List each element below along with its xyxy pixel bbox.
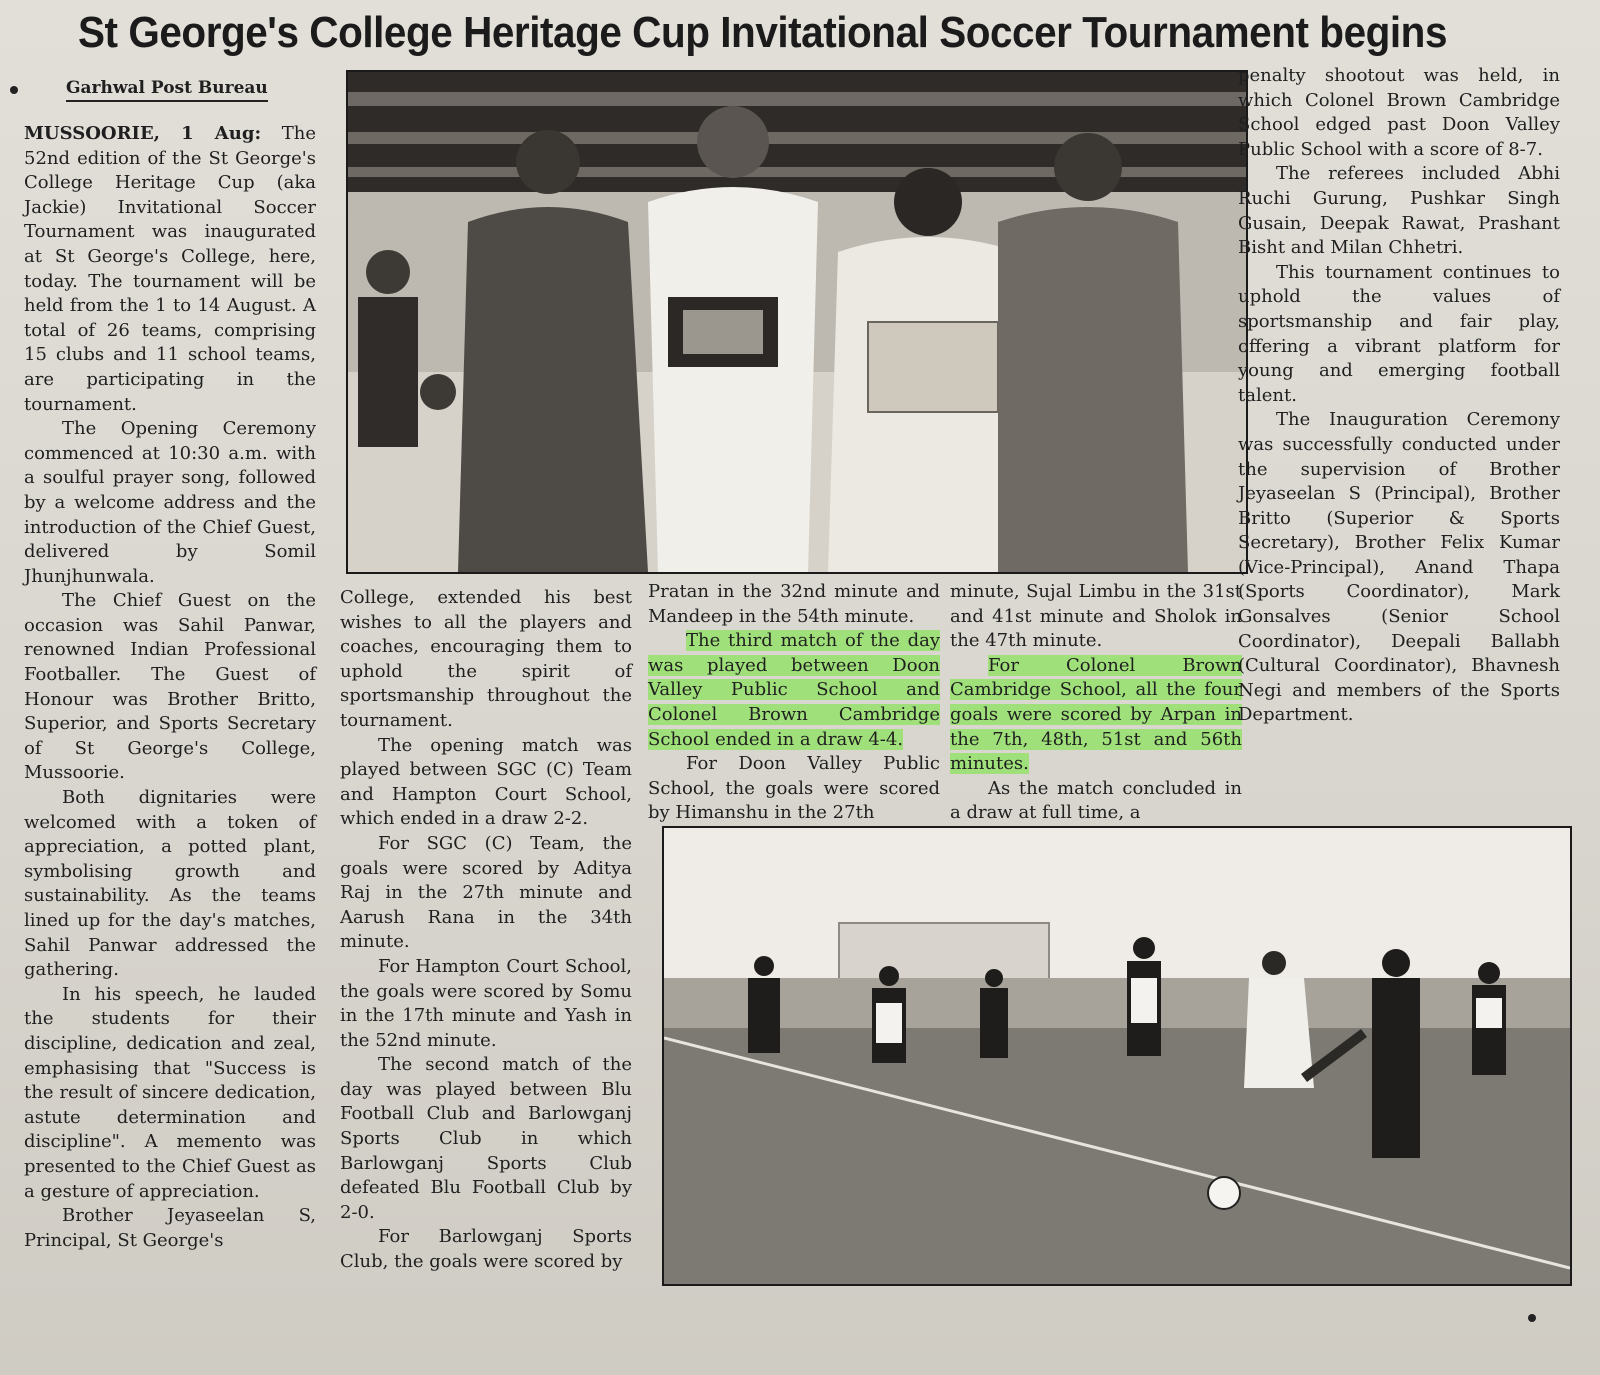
award-presentation-photo [346,70,1248,574]
paragraph: This tournament continues to uphold the values of sportsmanship and fair play, offering a vibrant platform for young and emerging football talent. [1238,261,1560,406]
paragraph: In his speech, he lauded the students for their discipline, dedication and zeal, emphasising that "Success is the result of sincere dedication, astute determination and discipline". A memento was presented to the Chief Guest as a gesture of appreciation. [24,983,316,1202]
paragraph: The second match of the day was played between Blu Football Club and Barlowganj Sports Club in which Barlowganj Sports Club defeated Blu Football Club by 2-0. [340,1054,632,1223]
paragraph: Pratan in the 32nd minute and Mandeep in the 54th minute. [648,581,940,627]
paragraph: As the match concluded in a draw at full time, a [950,777,1242,824]
headline: St George's College Heritage Cup Invitational Soccer Tournament begins [78,8,1448,57]
paragraph: The Inauguration Ceremony was successfully conducted under the supervision of Brother Jeyaseelan S (Principal), Brother Britto (Superior & Sports Secretary), Brother Felix Kumar (Vice-Principal), Anand Thapa (Sports Coordinator), Mark Gonsalves (Senior School Coordinator), Deepali Ballabh (Cultural Coordinator), Bhavnesh Negi and members of the Sports Department. [1238,409,1560,726]
article-column-1 [24,122,316,1253]
article-column-3 [648,580,940,826]
paragraph: Brother Jeyaseelan S, Principal, St George's [24,1205,316,1251]
paragraph: The Opening Ceremony commenced at 10:30 a.m. with a soulful prayer song, followed by a welcome address and the introduction of the Chief Guest, delivered by Somil Jhunjhunwala. [24,418,316,587]
paragraph: For Hampton Court School, the goals were scored by Somu in the 17th minute and Yash in the 52nd minute. [340,955,632,1051]
paragraph: For SGC (C) Team, the goals were scored by Aditya Raj in the 27th minute and Aarush Rana in the 34th minute. [340,832,632,953]
paragraph: College, extended his best wishes to all the players and coaches, encouraging them to uphold the spirit of sportsmanship throughout the tournament. [340,587,632,731]
paragraph [24,122,316,417]
highlighted-text: For Colonel Brown Cambridge School, all the four goals were scored by Arpan in the 7th, 48th, 51st and 56th minutes. [950,654,1242,775]
print-mark [10,86,18,94]
paragraph: minute, Sujal Limbu in the 31st and 41st minute and Sholok in the 47th minute. [950,581,1242,652]
dateline: MUSSOORIE, 1 Aug: [24,123,262,144]
paragraph [950,654,1242,777]
paragraph: The opening match was played between SGC (C) Team and Hampton Court School, which ended in a draw 2-2. [340,734,632,830]
photo-illustration [664,828,1570,1284]
paragraph: The Chief Guest on the occasion was Sahil Panwar, renowned Indian Professional Footballer. The Guest of Honour was Brother Britto, Superior, and Sports Secretary of St George's College, Mussoorie. [24,590,316,784]
paragraph: For Barlowganj Sports Club, the goals were scored by [340,1226,632,1273]
paragraph-text: The 52nd edition of the St George's College Heritage Cup (aka Jackie) Invitational Soccer Tournament was inaugurated at St George's College, here, today. The tournament will be held from the 1 to 14 August. A total of 26 teams, comprising 15 clubs and 11 school teams, are participating in the tournament. [24,123,316,415]
byline: Garhwal Post Bureau [66,78,268,102]
match-kickoff-photo [662,826,1572,1286]
article-column-4 [950,580,1242,826]
highlighted-text: The third match of the day was played between Doon Valley Public School and Colonel Brown Cambridge School ended in a draw 4-4. [648,630,940,750]
article-column-2 [340,586,632,1275]
print-mark [1528,1314,1536,1322]
paragraph: For Doon Valley Public School, the goals were scored by Himanshu in the 27th [648,753,940,824]
article-column-5 [1238,64,1560,728]
paragraph: Both dignitaries were welcomed with a token of appreciation, a potted plant, symbolising growth and sustainability. As the teams lined up for the day's matches, Sahil Panwar addressed the gathering. [24,787,316,981]
paragraph: The referees included Abhi Ruchi Gurung, Pushkar Singh Gusain, Deepak Rawat, Prashant Bisht and Milan Chhetri. [1238,163,1560,259]
paragraph: penalty shootout was held, in which Colonel Brown Cambridge School edged past Doon Valley Public School with a score of 8-7. [1238,65,1560,160]
paragraph [648,629,940,752]
photo-illustration [348,72,1246,572]
